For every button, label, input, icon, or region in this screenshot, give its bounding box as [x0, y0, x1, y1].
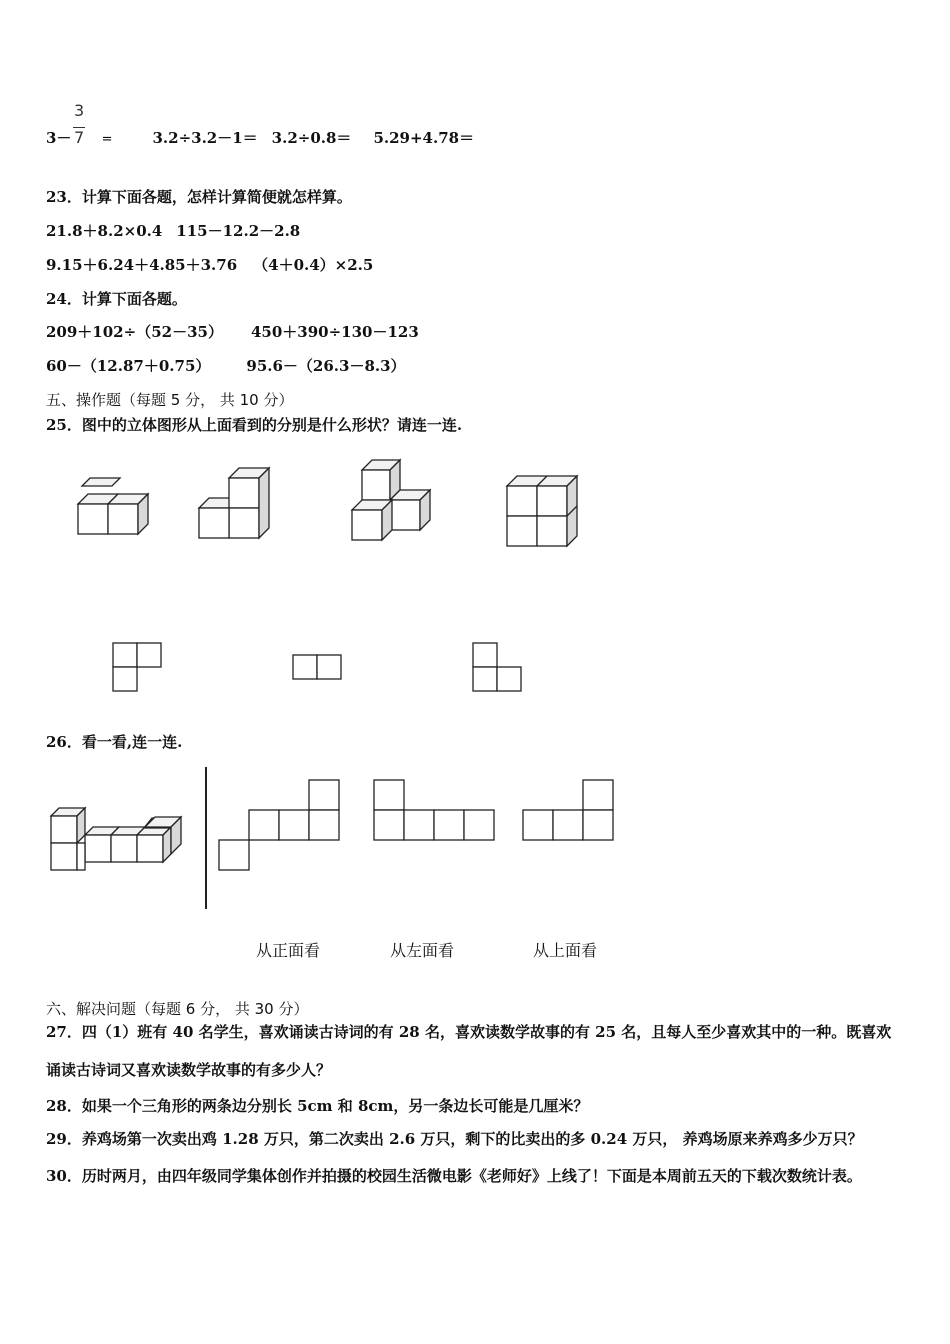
q24-expr-a: 209＋102÷（52－35）	[46, 323, 223, 341]
q23-row-1	[46, 220, 300, 241]
q25-text: 25．图中的立体图形从上面看到的分别是什么形状？请连一连.	[46, 416, 463, 434]
q28-text: 28．如果一个三角形的两条边分别长 5cm 和 8cm，另一条边长可能是几厘米？	[46, 1097, 589, 1115]
fraction-numerator: 3	[74, 101, 85, 120]
q26-solid-figure	[48, 806, 188, 876]
q24-row-1	[46, 321, 419, 342]
q24-row-2	[46, 355, 406, 376]
view-label-front: 从正面看	[256, 941, 321, 960]
solid-figure-1	[70, 480, 160, 545]
q30-text: 30．历时两月，由四年级同学集体创作并拍摄的校园生活微电影《老师好》上线了！下面是本周前五天的下载次数统计表。	[46, 1167, 862, 1185]
expr-3: 5.29+4.78＝	[373, 129, 475, 147]
fraction-suffix: =	[97, 132, 113, 147]
q23-expr-d: （4＋0.4）×2.5	[253, 256, 374, 274]
fraction-denominator: 7	[74, 128, 85, 147]
fraction-prefix: 3－	[46, 129, 72, 147]
q24-title: 24．计算下面各题。	[46, 290, 187, 308]
q29-text: 29．养鸡场第一次卖出鸡 1.28 万只，第二次卖出 2.6 万只，剩下的比卖出的多 0.24 万只， 养鸡场原来养鸡多少万只？	[46, 1130, 863, 1148]
q24-expr-b: 450＋390÷130－123	[250, 323, 419, 341]
q23-expr-c: 9.15＋6.24＋4.85＋3.76	[46, 256, 238, 274]
q26-view-shape-3	[522, 779, 616, 843]
top-view-shape-3	[472, 642, 524, 694]
q26-title: 26．看一看,连一连.	[46, 733, 183, 751]
q24-expr-c: 60－（12.87＋0.75）	[46, 357, 211, 375]
top-view-shape-2	[292, 654, 344, 682]
solid-figure-3	[348, 458, 438, 548]
solid-figure-4	[504, 474, 584, 554]
q23-title: 23．计算下面各题，怎样计算简便就怎样算。	[46, 188, 352, 206]
q26-view-shape-2	[373, 779, 497, 843]
solid-figure-2	[196, 466, 276, 546]
q23-row-2	[46, 254, 373, 275]
q26-view-shape-1	[218, 779, 342, 873]
q26-divider	[205, 767, 207, 909]
q23-expr-b: 115－12.2－2.8	[176, 222, 301, 240]
section-5-heading: 五、操作题（每题 5 分， 共 10 分）	[46, 391, 294, 409]
expr-2: 3.2÷0.8＝	[271, 129, 352, 147]
view-label-left: 从左面看	[390, 941, 455, 960]
q27-text: 27．四（1）班有 40 名学生，喜欢诵读古诗词的有 28 名，喜欢读数学故事的有 25 名，且每人至少喜欢其中的一种。既喜欢诵读古诗词又喜欢读数学故事的有多少人？	[46, 1023, 892, 1079]
top-view-shape-1	[112, 642, 164, 694]
q23-expr-a: 21.8＋8.2×0.4	[46, 222, 163, 240]
expr-1: 3.2÷3.2－1＝	[152, 129, 258, 147]
q24-expr-d: 95.6－（26.3－8.3）	[246, 357, 406, 375]
expression-row-1	[46, 127, 474, 148]
view-label-top: 从上面看	[533, 941, 598, 960]
section-6-heading: 六、解决问题（每题 6 分， 共 30 分）	[46, 1000, 309, 1018]
